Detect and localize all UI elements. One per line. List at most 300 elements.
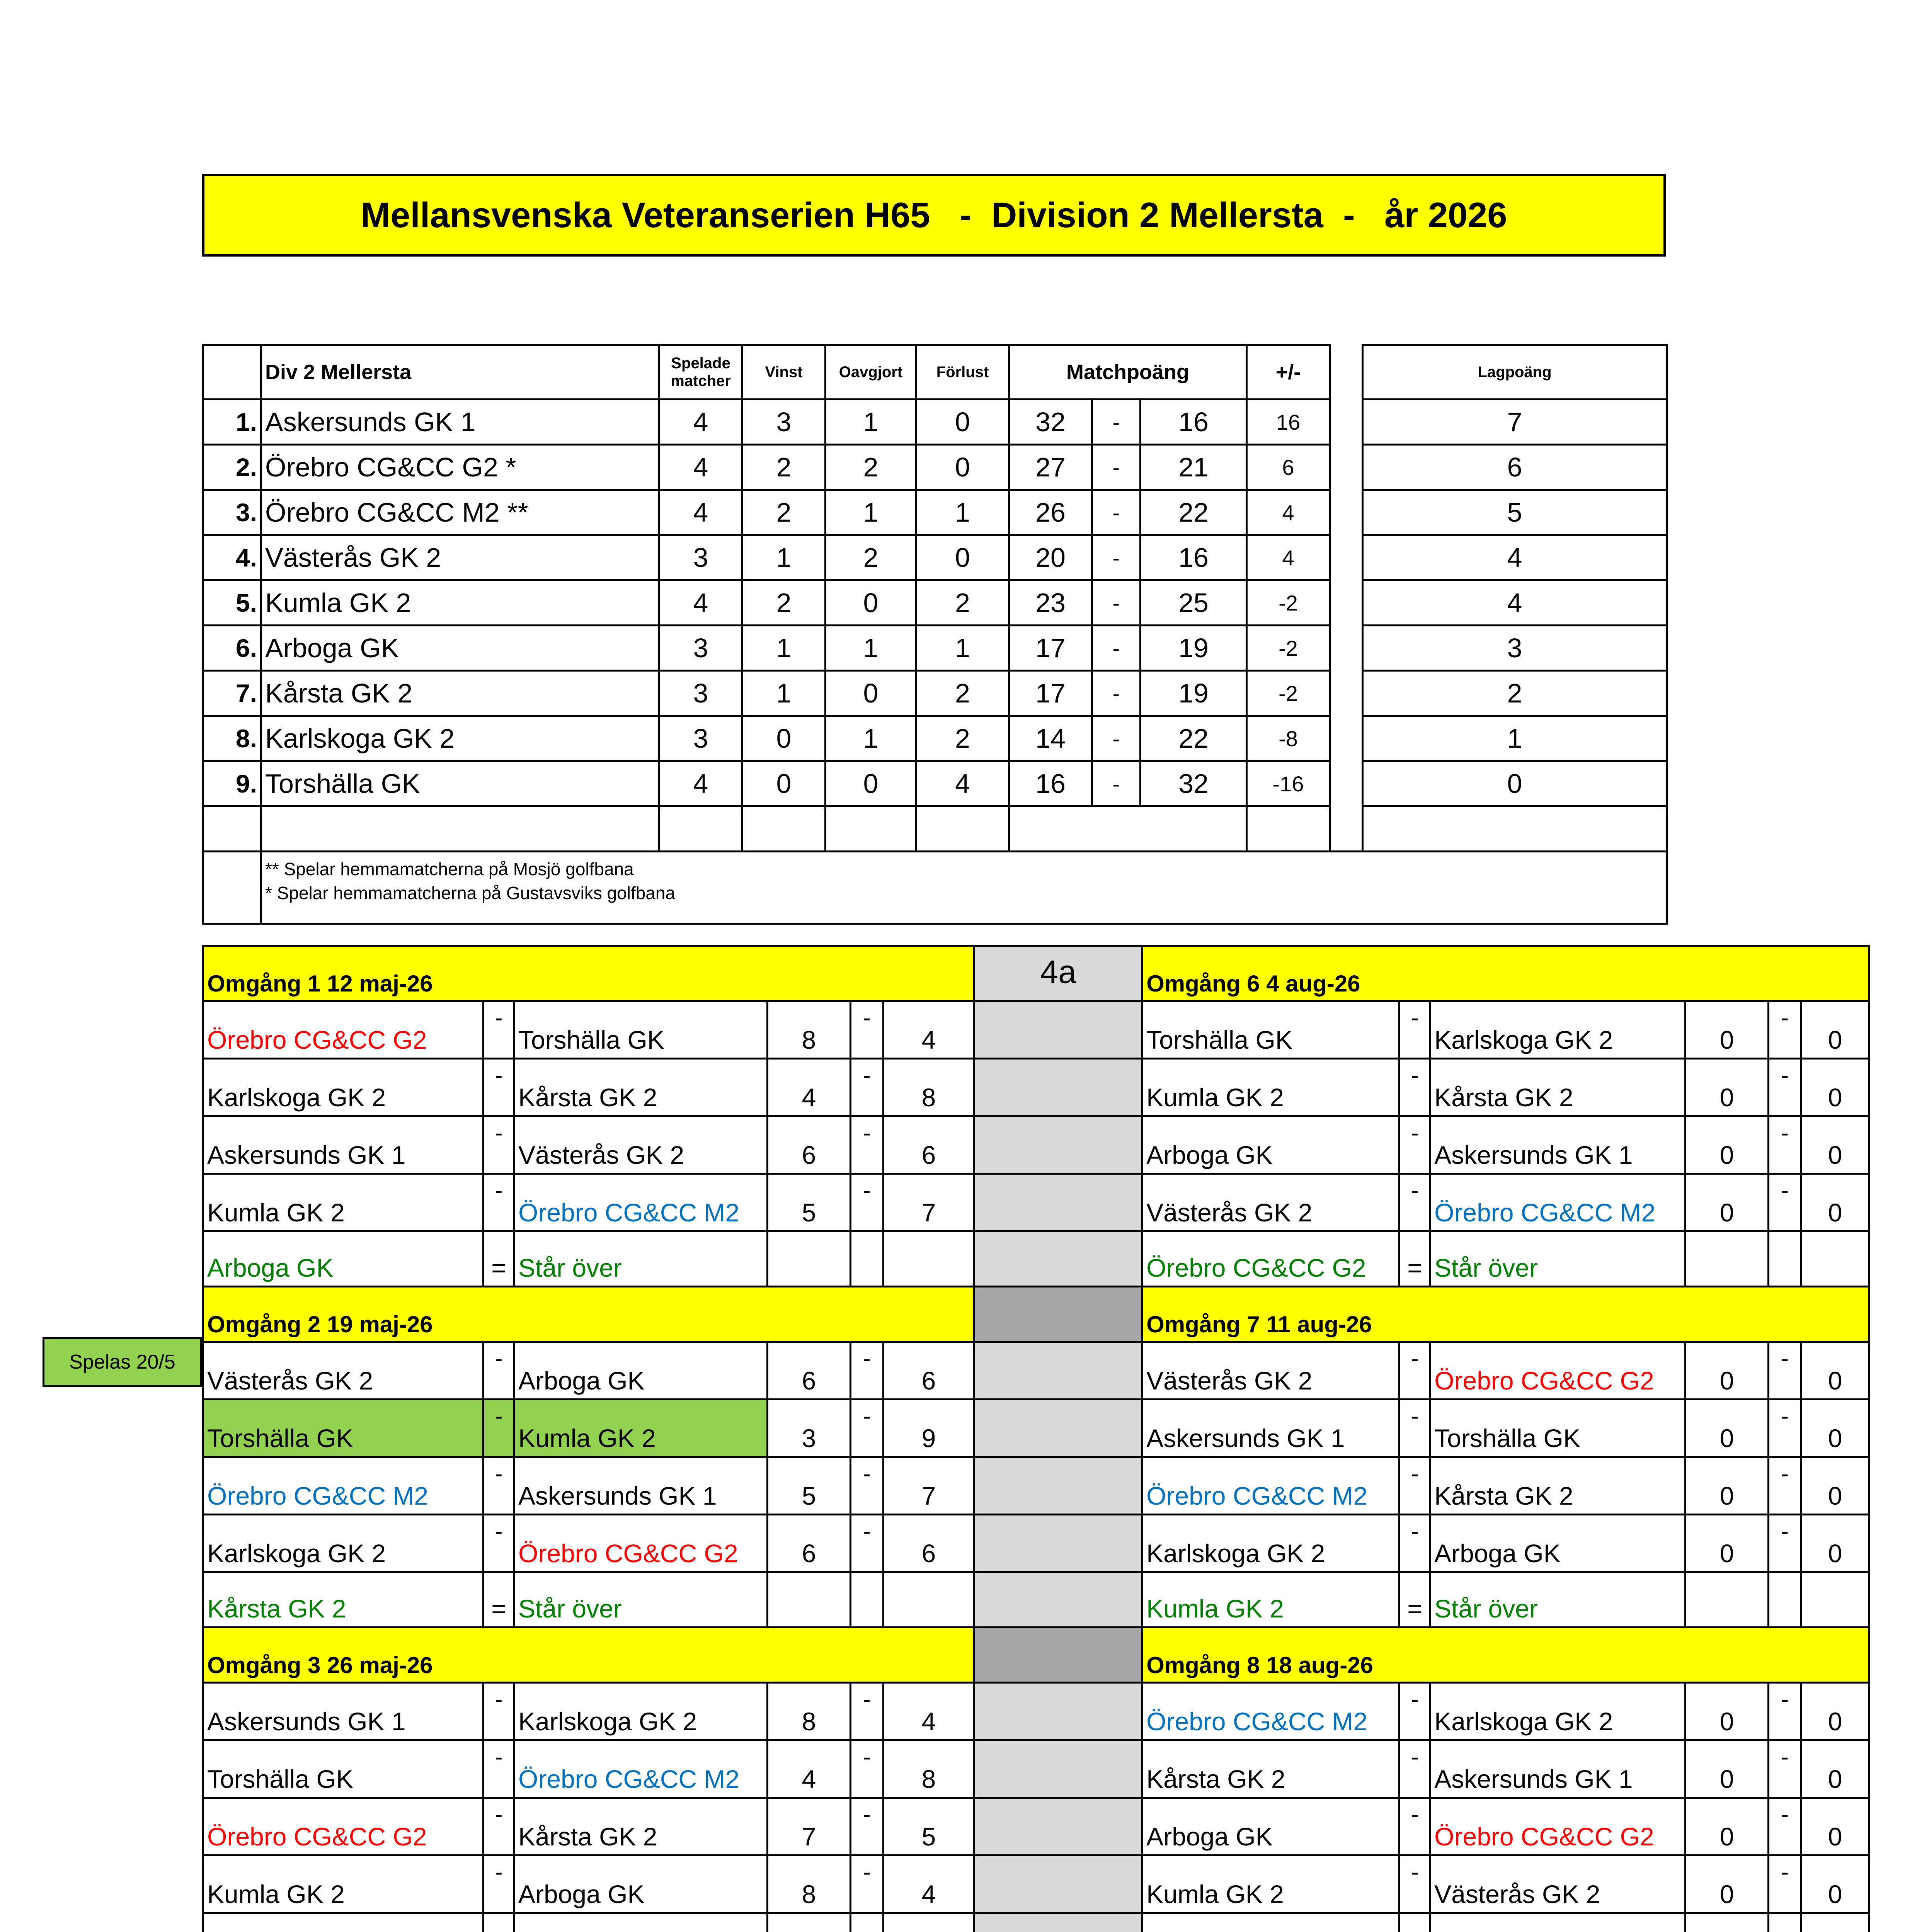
bye-team: Arboga GK xyxy=(203,1231,484,1287)
empty-cell xyxy=(884,1572,974,1628)
away-score: 0 xyxy=(1801,1001,1869,1059)
diff-header: +/- xyxy=(1247,345,1330,400)
match-separator: - xyxy=(1399,1798,1430,1855)
wins-count: 1 xyxy=(742,671,826,716)
matchpoints-against: 25 xyxy=(1141,580,1247,626)
team-name: Västerås GK 2 xyxy=(261,535,659,580)
home-score: 8 xyxy=(768,1855,851,1913)
score-separator: - xyxy=(851,1683,884,1740)
empty-cell xyxy=(851,1572,884,1628)
match-separator: - xyxy=(484,1740,514,1798)
home-team: Västerås GK 2 xyxy=(1142,1174,1399,1231)
played-count: 4 xyxy=(659,761,742,806)
bye-team: Kumla GK 2 xyxy=(1142,1572,1399,1628)
matchpoints-for: 20 xyxy=(1009,535,1092,580)
away-score: 0 xyxy=(1801,1400,1869,1457)
draws-count: 2 xyxy=(826,445,916,490)
home-team: Kumla GK 2 xyxy=(203,1855,484,1913)
match-separator: - xyxy=(484,1059,514,1116)
match-separator: - xyxy=(1399,1059,1430,1116)
standings-note: * Spelar hemmamatcherna på Gustavsviks golfbana xyxy=(265,883,676,903)
point-diff: -16 xyxy=(1247,761,1330,806)
away-score: 0 xyxy=(1801,1798,1869,1855)
played-count: 3 xyxy=(659,716,742,761)
home-team: Örebro CG&CC M2 xyxy=(1142,1683,1399,1740)
standings-note: ** Spelar hemmamatcherna på Mosjö golfbana xyxy=(265,859,634,879)
empty-cell xyxy=(1801,1572,1869,1628)
empty-cell xyxy=(1769,1913,1801,1932)
empty-cell xyxy=(916,806,1009,852)
away-team: Arboga GK xyxy=(1430,1515,1685,1572)
matchpoints-against: 19 xyxy=(1141,671,1247,716)
team-points: 4 xyxy=(1363,535,1667,580)
played-count: 4 xyxy=(659,400,742,445)
matchpoints-separator: - xyxy=(1092,445,1141,490)
standings-row xyxy=(203,445,1667,490)
home-team: Arboga GK xyxy=(1142,1798,1399,1855)
home-team: Askersunds GK 1 xyxy=(203,1683,484,1740)
empty-cell xyxy=(659,806,742,852)
bye-separator xyxy=(484,1913,514,1932)
score-separator: - xyxy=(851,1740,884,1798)
draws-count: 0 xyxy=(826,761,916,806)
away-score: 0 xyxy=(1801,1457,1869,1515)
empty-cell xyxy=(768,1572,851,1628)
standings-row xyxy=(203,671,1667,716)
home-score: 4 xyxy=(768,1059,851,1116)
gap-cell xyxy=(1330,761,1363,806)
match-row xyxy=(203,1740,1869,1798)
away-team: Kårsta GK 2 xyxy=(514,1798,768,1855)
rank: 7. xyxy=(203,671,261,716)
score-separator: - xyxy=(851,1174,884,1231)
draws-count: 0 xyxy=(826,580,916,626)
away-team: Örebro CG&CC M2 xyxy=(1430,1174,1685,1231)
score-separator: - xyxy=(851,1342,884,1400)
round-header: Omgång 6 4 aug-26 xyxy=(1142,946,1869,1001)
away-score: 4 xyxy=(884,1683,974,1740)
losses-count: 0 xyxy=(916,445,1009,490)
round-header: Omgång 8 18 aug-26 xyxy=(1142,1628,1869,1683)
home-score: 0 xyxy=(1685,1001,1769,1059)
match-separator: - xyxy=(484,1174,514,1231)
home-score: 0 xyxy=(1685,1059,1769,1116)
away-team: Askersunds GK 1 xyxy=(1430,1116,1685,1174)
rank: 9. xyxy=(203,761,261,806)
match-separator: - xyxy=(1399,1683,1430,1740)
losses-count: 4 xyxy=(916,761,1009,806)
match-separator: - xyxy=(1399,1174,1430,1231)
matchpoints-separator: - xyxy=(1092,580,1141,626)
matchpoints-separator: - xyxy=(1092,716,1141,761)
bye-team: Örebro CG&CC G2 xyxy=(1142,1231,1399,1287)
away-team: Arboga GK xyxy=(514,1342,768,1400)
empty-cell xyxy=(261,806,659,852)
away-team: Västerås GK 2 xyxy=(1430,1855,1685,1913)
teampoints-header: Lagpoäng xyxy=(1363,345,1667,400)
home-score: 6 xyxy=(768,1342,851,1400)
match-separator: - xyxy=(1399,1400,1430,1457)
empty-cell xyxy=(1685,1572,1769,1628)
middle-divider xyxy=(974,1001,1142,1059)
match-row xyxy=(203,1798,1869,1855)
home-team: Örebro CG&CC G2 xyxy=(203,1798,484,1855)
losses-count: 2 xyxy=(916,671,1009,716)
middle-divider xyxy=(974,1400,1142,1457)
match-separator: - xyxy=(484,1116,514,1174)
home-score: 0 xyxy=(1685,1400,1769,1457)
point-diff: 6 xyxy=(1247,445,1330,490)
away-score: 0 xyxy=(1801,1515,1869,1572)
home-score: 5 xyxy=(768,1457,851,1515)
empty-cell xyxy=(851,1231,884,1287)
away-score: 0 xyxy=(1801,1059,1869,1116)
home-score: 0 xyxy=(1685,1342,1769,1400)
bye-separator xyxy=(1399,1913,1430,1932)
round-4a-label: 4a xyxy=(974,946,1142,1001)
score-separator: - xyxy=(1769,1059,1801,1116)
score-separator: - xyxy=(1769,1515,1801,1572)
away-score: 7 xyxy=(884,1174,974,1231)
empty-cell xyxy=(1247,806,1330,852)
team-points: 4 xyxy=(1363,580,1667,626)
draws-count: 1 xyxy=(826,490,916,535)
played-count: 4 xyxy=(659,580,742,626)
home-team: Karlskoga GK 2 xyxy=(203,1059,484,1116)
away-team: Kårsta GK 2 xyxy=(1430,1059,1685,1116)
team-name: Kumla GK 2 xyxy=(261,580,659,626)
matchpoints-against: 22 xyxy=(1141,716,1247,761)
home-score: 4 xyxy=(768,1740,851,1798)
empty-cell xyxy=(1769,1572,1801,1628)
rank: 2. xyxy=(203,445,261,490)
standings-row xyxy=(203,716,1667,761)
team-name: Torshälla GK xyxy=(261,761,659,806)
matchpoints-separator: - xyxy=(1092,400,1141,445)
wins-count: 1 xyxy=(742,626,826,671)
team-points: 1 xyxy=(1363,716,1667,761)
matchpoints-for: 26 xyxy=(1009,490,1092,535)
wins-count: 3 xyxy=(742,400,826,445)
away-score: 0 xyxy=(1801,1683,1869,1740)
matchpoints-against: 22 xyxy=(1141,490,1247,535)
away-team: Örebro CG&CC M2 xyxy=(514,1174,768,1231)
bye-text xyxy=(1430,1913,1685,1932)
gap-cell xyxy=(1330,400,1363,445)
home-score: 0 xyxy=(1685,1116,1769,1174)
bye-separator: = xyxy=(1399,1231,1430,1287)
draws-count: 0 xyxy=(826,671,916,716)
standings-row xyxy=(203,535,1667,580)
home-score: 0 xyxy=(1685,1457,1769,1515)
point-diff: -2 xyxy=(1247,580,1330,626)
empty-cell xyxy=(1801,1913,1869,1932)
score-separator: - xyxy=(851,1515,884,1572)
away-team: Örebro CG&CC G2 xyxy=(1430,1798,1685,1855)
matchpoints-for: 16 xyxy=(1009,761,1092,806)
home-score: 0 xyxy=(1685,1798,1769,1855)
score-separator: - xyxy=(851,1400,884,1457)
match-row xyxy=(203,1059,1869,1116)
away-team: Kårsta GK 2 xyxy=(514,1059,768,1116)
middle-divider xyxy=(974,1342,1142,1400)
score-separator: - xyxy=(1769,1457,1801,1515)
away-team: Kårsta GK 2 xyxy=(1430,1457,1685,1515)
point-diff: 4 xyxy=(1247,535,1330,580)
matchpoints-separator: - xyxy=(1092,671,1141,716)
round-header: Omgång 3 26 maj-26 xyxy=(203,1628,974,1683)
played-count: 4 xyxy=(659,490,742,535)
score-separator: - xyxy=(851,1798,884,1855)
empty-cell xyxy=(1009,806,1247,852)
standings-header-row xyxy=(203,345,1667,400)
losses-count: 2 xyxy=(916,580,1009,626)
home-team: Kumla GK 2 xyxy=(203,1174,484,1231)
losses-count: 1 xyxy=(916,626,1009,671)
match-separator: - xyxy=(1399,1515,1430,1572)
score-separator: - xyxy=(1769,1001,1801,1059)
draws-header: Oavgjort xyxy=(826,345,916,400)
home-team: Kumla GK 2 xyxy=(1142,1059,1399,1116)
standings-table xyxy=(202,344,1668,925)
away-score: 4 xyxy=(884,1001,974,1059)
bye-text: Står över xyxy=(514,1231,768,1287)
team-points: 6 xyxy=(1363,445,1667,490)
team-name: Karlskoga GK 2 xyxy=(261,716,659,761)
home-team: Örebro CG&CC M2 xyxy=(203,1457,484,1515)
matchpoints-against: 16 xyxy=(1141,400,1247,445)
wins-count: 0 xyxy=(742,716,826,761)
away-score: 0 xyxy=(1801,1174,1869,1231)
gap-cell xyxy=(1330,580,1363,626)
matchpoints-against: 19 xyxy=(1141,626,1247,671)
team-name: Kårsta GK 2 xyxy=(261,671,659,716)
matchpoints-separator: - xyxy=(1092,490,1141,535)
gap-cell xyxy=(1330,490,1363,535)
away-score: 9 xyxy=(884,1400,974,1457)
team-points: 3 xyxy=(1363,626,1667,671)
home-score: 0 xyxy=(1685,1174,1769,1231)
home-team: Askersunds GK 1 xyxy=(1142,1400,1399,1457)
rank: 8. xyxy=(203,716,261,761)
matchpoints-separator: - xyxy=(1092,535,1141,580)
bye-row xyxy=(203,1913,1869,1932)
losses-count: 1 xyxy=(916,490,1009,535)
home-score: 5 xyxy=(768,1174,851,1231)
standings-row xyxy=(203,490,1667,535)
team-name: Örebro CG&CC G2 * xyxy=(261,445,659,490)
match-row xyxy=(203,1342,1869,1400)
home-team: Kumla GK 2 xyxy=(1142,1855,1399,1913)
home-team: Örebro CG&CC G2 xyxy=(203,1001,484,1059)
middle-divider xyxy=(974,1231,1142,1287)
played-count: 4 xyxy=(659,445,742,490)
home-team: Karlskoga GK 2 xyxy=(1142,1515,1399,1572)
draws-count: 1 xyxy=(826,400,916,445)
match-row xyxy=(203,1400,1869,1457)
matchpoints-for: 14 xyxy=(1009,716,1092,761)
rank: 6. xyxy=(203,626,261,671)
team-points: 7 xyxy=(1363,400,1667,445)
bye-team xyxy=(1142,1913,1399,1932)
away-team: Örebro CG&CC G2 xyxy=(1430,1342,1685,1400)
home-team: Örebro CG&CC M2 xyxy=(1142,1457,1399,1515)
rank: 4. xyxy=(203,535,261,580)
spelas-note: Spelas 20/5 xyxy=(43,1337,202,1387)
losses-header: Förlust xyxy=(916,345,1009,400)
played-header: Spelade matcher xyxy=(659,345,742,400)
empty-cell xyxy=(1769,1231,1801,1287)
home-team: Kårsta GK 2 xyxy=(1142,1740,1399,1798)
middle-divider xyxy=(974,1740,1142,1798)
away-score: 0 xyxy=(1801,1740,1869,1798)
match-separator: - xyxy=(1399,1116,1430,1174)
middle-divider xyxy=(974,1457,1142,1515)
title-box xyxy=(202,174,1666,257)
matchpoints-against: 32 xyxy=(1141,761,1247,806)
draws-count: 2 xyxy=(826,535,916,580)
away-team: Arboga GK xyxy=(514,1855,768,1913)
middle-divider xyxy=(974,1174,1142,1231)
rank: 3. xyxy=(203,490,261,535)
matchpoints-for: 17 xyxy=(1009,626,1092,671)
matchpoints-for: 32 xyxy=(1009,400,1092,445)
wins-count: 2 xyxy=(742,490,826,535)
middle-divider xyxy=(974,1572,1142,1628)
played-count: 3 xyxy=(659,671,742,716)
empty-cell xyxy=(742,806,826,852)
draws-count: 1 xyxy=(826,716,916,761)
score-separator: - xyxy=(1769,1683,1801,1740)
empty-cell xyxy=(1801,1231,1869,1287)
middle-divider xyxy=(974,1287,1142,1342)
home-team: Torshälla GK xyxy=(1142,1001,1399,1059)
empty-cell xyxy=(884,1913,974,1932)
home-team: Västerås GK 2 xyxy=(203,1342,484,1400)
standings-row xyxy=(203,580,1667,626)
home-score: 0 xyxy=(1685,1515,1769,1572)
gap-cell xyxy=(1330,671,1363,716)
home-team: Torshälla GK xyxy=(203,1400,484,1457)
score-separator: - xyxy=(1769,1400,1801,1457)
score-separator: - xyxy=(851,1001,884,1059)
home-team: Torshälla GK xyxy=(203,1740,484,1798)
matchpoints-header: Matchpoäng xyxy=(1009,345,1247,400)
home-score: 3 xyxy=(768,1400,851,1457)
division-header: Div 2 Mellersta xyxy=(261,345,659,400)
score-separator: - xyxy=(1769,1855,1801,1913)
round-header-row xyxy=(203,1287,1869,1342)
matchpoints-for: 23 xyxy=(1009,580,1092,626)
score-separator: - xyxy=(1769,1740,1801,1798)
middle-divider xyxy=(974,1913,1142,1932)
team-name: Örebro CG&CC M2 ** xyxy=(261,490,659,535)
home-score: 8 xyxy=(768,1001,851,1059)
point-diff: -8 xyxy=(1247,716,1330,761)
home-score: 0 xyxy=(1685,1740,1769,1798)
home-team: Askersunds GK 1 xyxy=(203,1116,484,1174)
matchpoints-for: 17 xyxy=(1009,671,1092,716)
point-diff: 4 xyxy=(1247,490,1330,535)
wins-count: 0 xyxy=(742,761,826,806)
middle-divider xyxy=(974,1059,1142,1116)
middle-divider xyxy=(974,1515,1142,1572)
rank: 1. xyxy=(203,400,261,445)
standings-row xyxy=(203,761,1667,806)
home-score: 6 xyxy=(768,1515,851,1572)
middle-divider xyxy=(974,1116,1142,1174)
home-score: 6 xyxy=(768,1116,851,1174)
team-points: 5 xyxy=(1363,490,1667,535)
matchpoints-separator: - xyxy=(1092,626,1141,671)
away-team: Örebro CG&CC G2 xyxy=(514,1515,768,1572)
away-team: Kumla GK 2 xyxy=(514,1400,768,1457)
wins-header: Vinst xyxy=(742,345,826,400)
home-score: 7 xyxy=(768,1798,851,1855)
round-header: Omgång 7 11 aug-26 xyxy=(1142,1287,1869,1342)
round-header: Omgång 2 19 maj-26 xyxy=(203,1287,974,1342)
match-separator: - xyxy=(484,1855,514,1913)
gap-cell xyxy=(1330,626,1363,671)
match-separator: - xyxy=(1399,1001,1430,1059)
away-team: Karlskoga GK 2 xyxy=(1430,1683,1685,1740)
score-separator: - xyxy=(1769,1116,1801,1174)
bye-separator: = xyxy=(484,1231,514,1287)
round-header: Omgång 1 12 maj-26 xyxy=(203,946,974,1001)
empty-cell xyxy=(1330,806,1363,852)
bye-team xyxy=(203,1913,484,1932)
empty-cell xyxy=(851,1913,884,1932)
rank: 5. xyxy=(203,580,261,626)
standings-row xyxy=(203,626,1667,671)
score-separator: - xyxy=(1769,1342,1801,1400)
gap-cell xyxy=(1330,716,1363,761)
away-team: Västerås GK 2 xyxy=(514,1116,768,1174)
standings-notes-row xyxy=(203,852,1667,924)
schedule-table xyxy=(202,945,1870,1932)
home-score: 0 xyxy=(1685,1683,1769,1740)
away-score: 8 xyxy=(884,1740,974,1798)
empty-cell xyxy=(884,1231,974,1287)
match-separator: - xyxy=(1399,1342,1430,1400)
score-separator: - xyxy=(851,1059,884,1116)
bye-row xyxy=(203,1572,1869,1628)
match-separator: - xyxy=(484,1798,514,1855)
home-team: Västerås GK 2 xyxy=(1142,1342,1399,1400)
losses-count: 2 xyxy=(916,716,1009,761)
away-score: 4 xyxy=(884,1855,974,1913)
away-team: Örebro CG&CC M2 xyxy=(514,1740,768,1798)
away-team: Torshälla GK xyxy=(1430,1400,1685,1457)
match-separator: - xyxy=(484,1457,514,1515)
home-team: Karlskoga GK 2 xyxy=(203,1515,484,1572)
match-row xyxy=(203,1855,1869,1913)
standings-empty-row xyxy=(203,806,1667,852)
match-separator: - xyxy=(1399,1740,1430,1798)
standings-notes xyxy=(261,852,1667,924)
empty-cell xyxy=(1685,1231,1769,1287)
draws-count: 1 xyxy=(826,626,916,671)
round-header-row xyxy=(203,1628,1869,1683)
wins-count: 2 xyxy=(742,580,826,626)
matchpoints-separator: - xyxy=(1092,761,1141,806)
bye-team: Kårsta GK 2 xyxy=(203,1572,484,1628)
standings-row xyxy=(203,400,1667,445)
middle-divider xyxy=(974,1798,1142,1855)
point-diff: 16 xyxy=(1247,400,1330,445)
away-team: Torshälla GK xyxy=(514,1001,768,1059)
match-row xyxy=(203,1515,1869,1572)
